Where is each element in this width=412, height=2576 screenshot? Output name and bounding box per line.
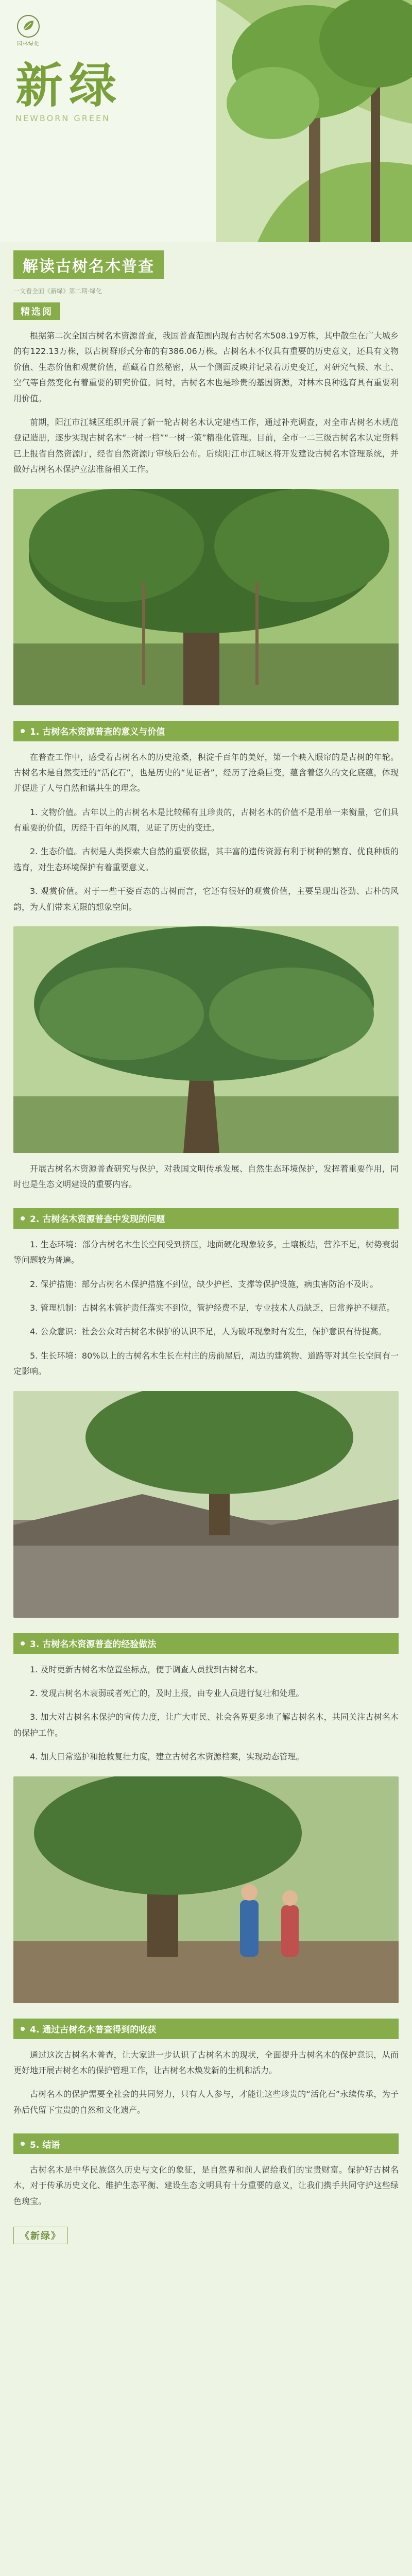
- survey-team-photo: [13, 1776, 399, 2003]
- bullet-dot-icon: [21, 2142, 25, 2146]
- paragraph: 2. 生态价值。古树是人类探索大自然的重要依据，其丰富的遗传资源有利于树种的繁育、优良种质的选育，对生态环境保护有着重要意义。: [13, 846, 399, 872]
- section-tag: 精选阅: [13, 302, 60, 320]
- article-meta: 一文看全面《新绿》第二期·绿化: [13, 287, 102, 295]
- paragraph: 1. 及时更新古树名木位置坐标点，便于调查人员找到古树名木。: [30, 1664, 263, 1674]
- header-leaves-illustration: [154, 0, 412, 242]
- paragraph: 2. 保护措施：部分古树名木保护措施不到位，缺少护栏、支撑等保护设施，病虫害防治不及时。: [30, 1279, 379, 1289]
- section-heading-4: [13, 2019, 399, 2039]
- paragraph: 3. 管理机制：古树名木管护责任落实不到位，管护经费不足，专业技术人员缺乏，日常养护不规范。: [30, 1302, 395, 1313]
- section-heading-text: 5. 结语: [30, 2140, 60, 2150]
- leaf-logo-icon: [16, 14, 40, 38]
- paragraph: 1. 生态环境：部分古树名木生长空间受到挤压，地面硬化现象较多，土壤板结，营养不足，树势衰弱等问题较为普遍。: [13, 1239, 399, 1265]
- bullet-dot-icon: [21, 729, 25, 733]
- section-heading-text: 1. 古树名木资源普查的意义与价值: [30, 727, 165, 738]
- paragraph: 4. 加大日常巡护和抢救复壮力度，建立古树名木资源档案，实现动态管理。: [30, 1752, 304, 1762]
- paragraph: 在普查工作中，感受着古树名木的历史沧桑，积淀千百年的美好，第一个映入眼帘的是古树的年轮。古树名木是自然变迁的“活化石”，也是历史的“见证者”，经历了沧桑巨变，蕴含着悠久的文化底蕴，体现并促进了人与自然和谐共生的理念。: [13, 752, 399, 793]
- section-heading-text: 4. 通过古树名木普查得到的收获: [30, 2025, 157, 2035]
- bullet-dot-icon: [21, 1641, 25, 1646]
- paragraph: 1. 文物价值。古年以上的古树名木是比较稀有且珍贵的，古树名木的价值不是用单一来衡量，它们具有重要的价值，历经千百年的风雨，见证了历史的变迁。: [13, 807, 399, 833]
- footer-sign: 《新绿》: [13, 2227, 68, 2244]
- logo: [16, 14, 40, 47]
- logo-text: 园林绿化: [17, 41, 40, 47]
- bullet-dot-icon: [21, 2027, 25, 2031]
- bullet-dot-icon: [21, 1216, 25, 1221]
- brand: [15, 58, 123, 123]
- paragraph: 古树名木的保护需要全社会的共同努力，只有人人参与，才能让这些珍贵的“活化石”永续传承，为子孙后代留下宝贵的自然和文化遗产。: [13, 2089, 399, 2115]
- paragraph: 4. 公众意识：社会公众对古树名木保护的认识不足，人为破坏现象时有发生，保护意识有待提高。: [30, 1327, 387, 1337]
- brand-subtitle: NEWBORN GREEN: [15, 113, 111, 123]
- paragraph: 3. 观赏价值。对于一些干姿百态的古树而言，它还有很好的观赏价值，主要呈现出苍劲、古朴的风韵，为人们带来无限的想象空间。: [13, 886, 399, 912]
- banyan-tree-photo: [13, 489, 399, 705]
- paragraph: 根据第二次全国古树名木资源普查，我国普查范围内现有古树名木508.19万株，其中散生在广大城乡的有122.13万株，以古树群形式分布的有386.06万株。古树名木不仅具有重要的历史意义，还具有文物价值、生态价值和观赏价值，蕴藏着自然秘密，从一个侧面反映并记录着历史变迁，对研究气候、水土、空气等自然变化有着重要的研究价值。同时，古树名木也是珍贵的基因资源，对林木良种选育具有重要利用价值。: [13, 331, 399, 403]
- paragraph: 通过这次古树名木普查，让大家进一步认识了古树名木的现状，全面提升古树名木的保护意识，从而更好地开展古树名木的保护管理工作，让古树名木焕发新的生机和活力。: [13, 2049, 399, 2075]
- article-body: [0, 328, 412, 2244]
- paragraph: 前期，阳江市江城区组织开展了新一轮古树名木认定建档工作，通过补充调查，对全市古树名木规范登记造册，逐步实现古树名木“一树一档”“一树一策”精准化管理。目前，全市一二三级古树名木认定资料已上报省自然资源厅，经省自然资源厅审核后公布。后续阳江市江城区将开发建设古树名木管理系统，并做好古树名木保护立法准备相关工作。: [13, 417, 399, 474]
- article-title: 解读古树名木普查: [13, 250, 164, 279]
- ancient-tree-photo: [13, 926, 399, 1153]
- paragraph: 3. 加大对古树名木保护的宣传力度，让广大市民、社会各界更多地了解古树名木，共同关注古树名木的保护工作。: [13, 1712, 399, 1738]
- paragraph: 5. 生长环境：80%以上的古树名木生长在村庄的房前屋后，周边的建筑物、道路等对其生长空间有一定影响。: [13, 1350, 399, 1377]
- section-heading-1: [13, 721, 399, 741]
- section-heading-3: [13, 1633, 399, 1654]
- brand-title: 新绿: [15, 58, 123, 113]
- paragraph: 开展古树名木资源普查研究与保护，对我国文明传承发展、自然生态环境保护，发挥着重要作用，同时也是生态文明建设的重要内容。: [13, 1164, 399, 1190]
- section-heading-text: 3. 古树名木资源普查的经验做法: [30, 1639, 157, 1650]
- header: [0, 0, 412, 242]
- section-heading-5: [13, 2133, 399, 2154]
- title-block: [0, 250, 412, 320]
- paragraph: 2. 发现古树名木衰弱或者死亡的，及时上报，由专业人员进行复壮和处理。: [30, 1688, 304, 1698]
- rooftop-tree-photo: [13, 1391, 399, 1618]
- paragraph: 古树名木是中华民族悠久历史与文化的象征，是自然界和前人留给我们的宝贵财富。保护好古树名木，对于传承历史文化、维护生态平衡、建设生态文明具有十分重要的意义，让我们携手共同守护这些绿色瑰宝。: [13, 2165, 399, 2206]
- section-heading-text: 2. 古树名木资源普查中发现的问题: [30, 1214, 165, 1225]
- section-heading-2: [13, 1208, 399, 1229]
